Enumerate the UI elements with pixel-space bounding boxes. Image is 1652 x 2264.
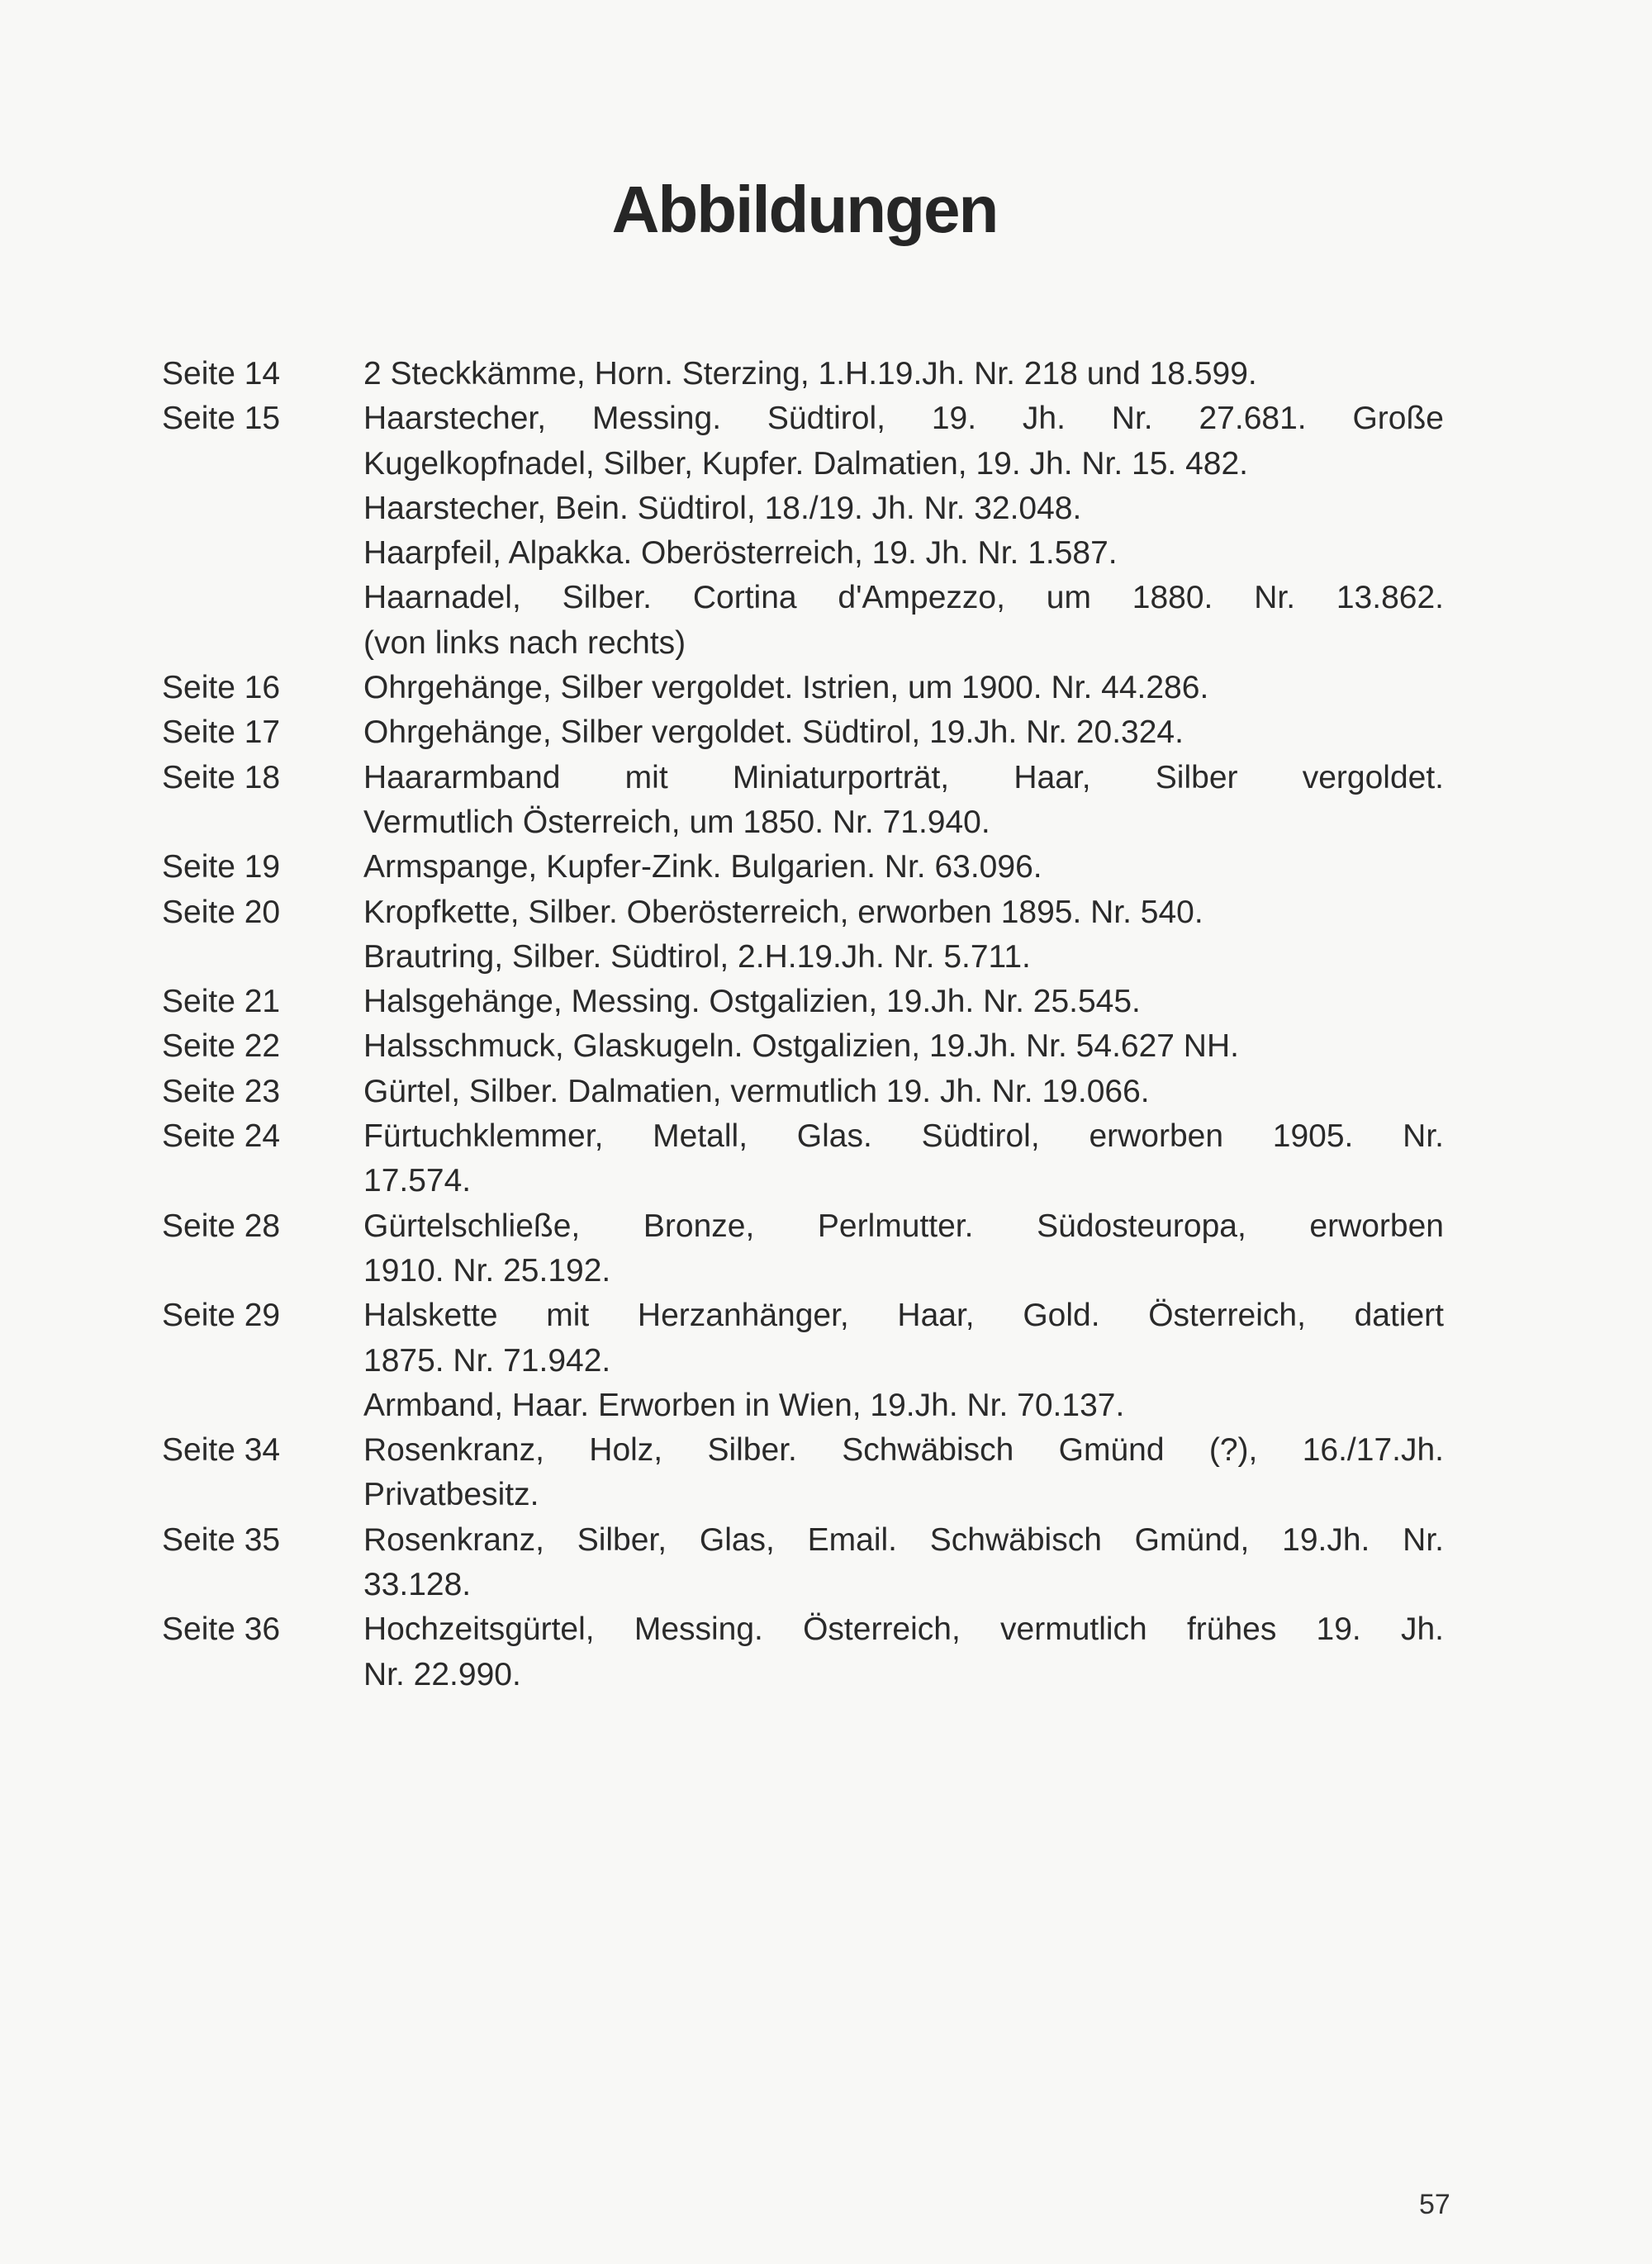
description-line: Haarstecher, Messing. Südtirol, 19. Jh. Nr. 27.681. Große <box>363 401 1444 437</box>
page-reference: Seite 14 <box>162 356 281 392</box>
description-line: Vermutlich Österreich, um 1850. Nr. 71.940. <box>363 804 990 840</box>
page-reference: Seite 22 <box>162 1028 281 1065</box>
description-paragraph <box>363 756 1444 846</box>
figure-entry <box>162 845 1444 890</box>
page-reference: Seite 19 <box>162 849 281 885</box>
description-paragraph <box>363 486 1444 531</box>
description-paragraph <box>363 352 1444 396</box>
figure-list <box>162 352 1444 1697</box>
figure-description <box>363 1293 1444 1428</box>
figure-entry <box>162 666 1444 710</box>
page-reference: Seite 17 <box>162 714 281 751</box>
description-paragraph <box>363 1293 1444 1384</box>
page-reference: Seite 36 <box>162 1611 281 1648</box>
description-paragraph <box>363 1384 1444 1428</box>
page-title: Abbildungen <box>611 173 998 246</box>
description-line: Rosenkranz, Holz, Silber. Schwäbisch Gmünd (?), 16./17.Jh. <box>363 1432 1444 1469</box>
figure-description <box>363 1428 1444 1518</box>
description-paragraph <box>363 890 1444 935</box>
figure-description <box>363 396 1444 666</box>
description-paragraph <box>363 1607 1444 1697</box>
description-line: Kropfkette, Silber. Oberösterreich, erworben 1895. Nr. 540. <box>363 894 1203 930</box>
figure-entry <box>162 1607 1444 1697</box>
figure-entry <box>162 710 1444 755</box>
figure-description <box>363 1204 1444 1294</box>
description-paragraph <box>363 980 1444 1024</box>
page-reference: Seite 16 <box>162 670 281 706</box>
figure-entry <box>162 396 1444 666</box>
description-line: Halskette mit Herzanhänger, Haar, Gold. Österreich, datiert <box>363 1298 1444 1334</box>
figure-entry <box>162 1204 1444 1294</box>
description-paragraph <box>363 666 1444 710</box>
description-paragraph <box>363 396 1444 486</box>
figure-description <box>363 1024 1444 1069</box>
page-reference: Seite 20 <box>162 894 281 930</box>
page-reference: Seite 34 <box>162 1432 281 1469</box>
figure-entry <box>162 980 1444 1024</box>
description-paragraph <box>363 845 1444 890</box>
description-line: Gürtelschließe, Bronze, Perlmutter. Südosteuropa, erworben <box>363 1208 1444 1244</box>
figure-entry <box>162 352 1444 396</box>
description-line: (von links nach rechts) <box>363 624 686 661</box>
page-reference: Seite 24 <box>162 1118 281 1155</box>
description-line: Halsgehänge, Messing. Ostgalizien, 19.Jh. Nr. 25.545. <box>363 984 1141 1020</box>
figure-description <box>363 1518 1444 1608</box>
figure-description <box>363 352 1444 396</box>
description-line: Rosenkranz, Silber, Glas, Email. Schwäbisch Gmünd, 19.Jh. Nr. <box>363 1521 1444 1558</box>
description-line: Gürtel, Silber. Dalmatien, vermutlich 19. Jh. Nr. 19.066. <box>363 1073 1150 1109</box>
page-number: 57 <box>1419 2189 1450 2220</box>
description-paragraph <box>363 531 1444 576</box>
figure-description <box>363 1070 1444 1114</box>
description-paragraph <box>363 710 1444 755</box>
description-line: 2 Steckkämme, Horn. Sterzing, 1.H.19.Jh. Nr. 218 und 18.599. <box>363 356 1257 392</box>
description-paragraph <box>363 1070 1444 1114</box>
page-reference: Seite 15 <box>162 401 281 437</box>
description-paragraph <box>363 1024 1444 1069</box>
description-line: 1910. Nr. 25.192. <box>363 1252 611 1289</box>
description-line: Privatbesitz. <box>363 1477 539 1513</box>
description-line: Ohrgehänge, Silber vergoldet. Istrien, um 1900. Nr. 44.286. <box>363 670 1209 706</box>
description-line: Hochzeitsgürtel, Messing. Österreich, vermutlich frühes 19. Jh. <box>363 1611 1444 1648</box>
description-line: Kugelkopfnadel, Silber, Kupfer. Dalmatien, 19. Jh. Nr. 15. 482. <box>363 445 1248 482</box>
figure-entry <box>162 1114 1444 1204</box>
figure-description <box>363 666 1444 710</box>
page-reference: Seite 28 <box>162 1208 281 1244</box>
figure-entry <box>162 1518 1444 1608</box>
figure-entry <box>162 1293 1444 1428</box>
description-line: 17.574. <box>363 1163 472 1199</box>
figure-description <box>363 1114 1444 1204</box>
description-line: Nr. 22.990. <box>363 1656 521 1692</box>
figure-entry <box>162 1428 1444 1518</box>
description-line: Fürtuchklemmer, Metall, Glas. Südtirol, erworben 1905. Nr. <box>363 1118 1444 1155</box>
description-line: Haarpfeil, Alpakka. Oberösterreich, 19. Jh. Nr. 1.587. <box>363 535 1118 572</box>
figure-entry <box>162 1024 1444 1069</box>
figure-entry <box>162 756 1444 846</box>
description-line: Brautring, Silber. Südtirol, 2.H.19.Jh. Nr. 5.711. <box>363 938 1031 975</box>
figure-entry <box>162 890 1444 980</box>
page-reference: Seite 21 <box>162 984 281 1020</box>
page-reference: Seite 29 <box>162 1298 281 1334</box>
description-paragraph <box>363 576 1444 666</box>
figure-description <box>363 980 1444 1024</box>
figure-description <box>363 890 1444 980</box>
description-line: Haararmband mit Miniaturporträt, Haar, Silber vergoldet. <box>363 759 1444 795</box>
description-line: Armband, Haar. Erworben in Wien, 19.Jh. Nr. 70.137. <box>363 1387 1125 1423</box>
description-paragraph <box>363 935 1444 980</box>
description-paragraph <box>363 1518 1444 1608</box>
description-line: 33.128. <box>363 1567 472 1603</box>
page-reference: Seite 23 <box>162 1073 281 1109</box>
figure-entry <box>162 1070 1444 1114</box>
description-line: Haarstecher, Bein. Südtirol, 18./19. Jh. Nr. 32.048. <box>363 490 1082 526</box>
description-line: 1875. Nr. 71.942. <box>363 1342 611 1379</box>
description-line: Armspange, Kupfer-Zink. Bulgarien. Nr. 63.096. <box>363 849 1042 885</box>
page-reference: Seite 18 <box>162 759 281 795</box>
description-paragraph <box>363 1428 1444 1518</box>
description-paragraph <box>363 1114 1444 1204</box>
figure-description <box>363 710 1444 755</box>
page-reference: Seite 35 <box>162 1521 281 1558</box>
figure-description <box>363 845 1444 890</box>
figure-description <box>363 1607 1444 1697</box>
description-line: Ohrgehänge, Silber vergoldet. Südtirol, 19.Jh. Nr. 20.324. <box>363 714 1184 751</box>
description-line: Halsschmuck, Glaskugeln. Ostgalizien, 19.Jh. Nr. 54.627 NH. <box>363 1028 1239 1065</box>
description-paragraph <box>363 1204 1444 1294</box>
figure-description <box>363 756 1444 846</box>
description-line: Haarnadel, Silber. Cortina d'Ampezzo, um 1880. Nr. 13.862. <box>363 580 1444 616</box>
